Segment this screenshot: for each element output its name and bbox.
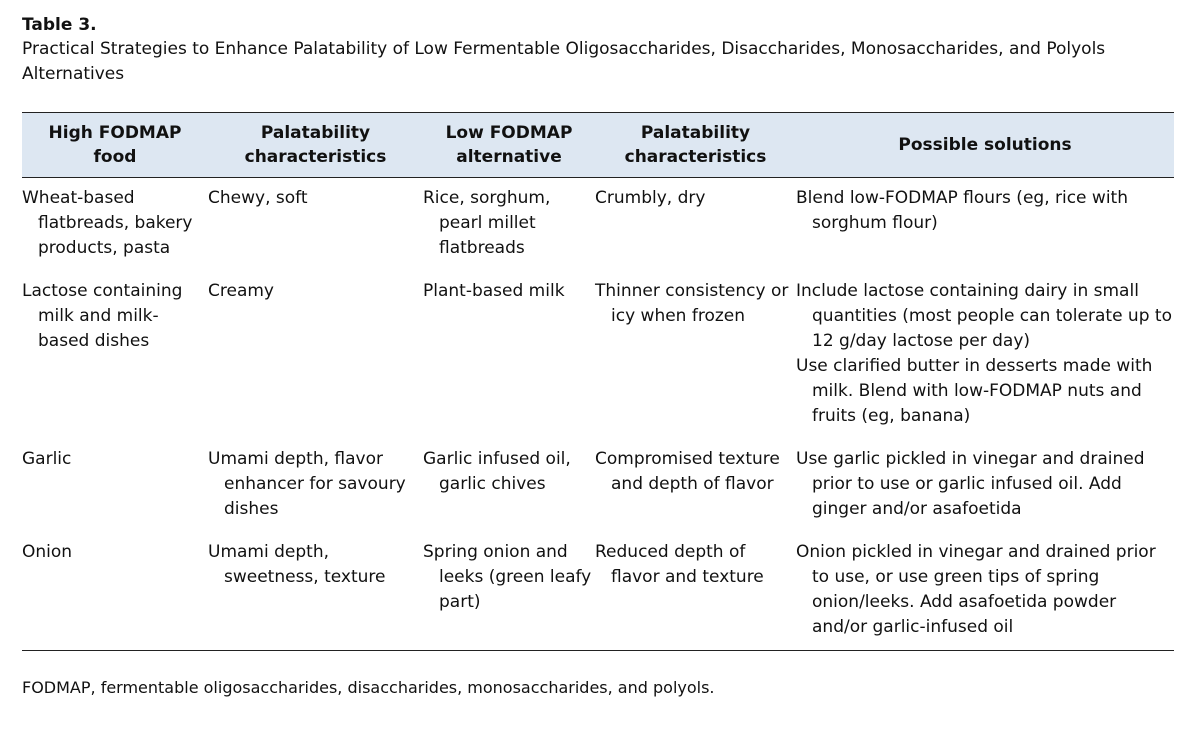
- document-page: [22, 14, 1174, 699]
- cell-low-fodmap-alternative: Garlic infused oil, garlic chives: [423, 449, 571, 494]
- cell-solutions: [796, 178, 1174, 272]
- cell-palatability-low: Thinner consistency or icy when frozen: [595, 281, 789, 326]
- solution-text: Onion pickled in vinegar and drained prior to use, or use green tips of spring onion/leeks. Add asafoetida powder and/or garlic-infused oil: [796, 542, 1156, 637]
- cell-palatability-low: Crumbly, dry: [595, 188, 706, 208]
- cell-high-fodmap-food: Onion: [22, 542, 73, 562]
- header-palatability-high: Palatability characteristics: [244, 123, 387, 167]
- cell-palatability-high: Umami depth, sweetness, texture: [208, 542, 386, 587]
- solution-text: Use garlic pickled in vinegar and drained prior to use or garlic infused oil. Add ginger and/or asafoetida: [796, 449, 1145, 519]
- cell-solutions: [796, 271, 1174, 439]
- fodmap-table: [22, 112, 1174, 651]
- solution-text: Use clarified butter in desserts made with milk. Blend with low-FODMAP nuts and fruits (eg, banana): [796, 356, 1153, 426]
- cell-high-fodmap-food: Wheat-based flatbreads, bakery products, pasta: [22, 188, 193, 258]
- solution-text: Include lactose containing dairy in small quantities (most people can tolerate up to 12 g/day lactose per day): [796, 281, 1172, 351]
- cell-palatability-low: Compromised texture and depth of flavor: [595, 449, 780, 494]
- cell-low-fodmap-alternative: Rice, sorghum, pearl millet flatbreads: [423, 188, 551, 258]
- cell-palatability-high: Umami depth, flavor enhancer for savoury dishes: [208, 449, 406, 519]
- cell-palatability-high: Chewy, soft: [208, 188, 308, 208]
- cell-solutions: [796, 439, 1174, 532]
- header-palatability-low: Palatability characteristics: [624, 123, 767, 167]
- header-low-fodmap-alternative: Low FODMAP alternative: [445, 123, 573, 167]
- cell-high-fodmap-food: Lactose containing milk and milk-based dishes: [22, 281, 183, 351]
- cell-low-fodmap-alternative: Spring onion and leeks (green leafy part): [423, 542, 592, 612]
- cell-low-fodmap-alternative: Plant-based milk: [423, 281, 565, 301]
- header-high-fodmap-food: High FODMAP food: [48, 123, 182, 167]
- cell-palatability-high: Creamy: [208, 281, 274, 301]
- table-footnote: FODMAP, fermentable oligosaccharides, disaccharides, monosaccharides, and polyols.: [22, 678, 715, 697]
- table-row: [22, 439, 1174, 532]
- cell-solutions: [796, 532, 1174, 651]
- table-label: Table 3.: [22, 15, 97, 35]
- table-row: [22, 178, 1174, 272]
- table-row: [22, 271, 1174, 439]
- header-possible-solutions: Possible solutions: [898, 135, 1072, 155]
- table-row: [22, 532, 1174, 651]
- cell-palatability-low: Reduced depth of flavor and texture: [595, 542, 764, 587]
- table-header-row: [22, 113, 1174, 178]
- table-caption: Practical Strategies to Enhance Palatability of Low Fermentable Oligosaccharides, Disaccharides, Monosaccharides, and Polyols Alternatives: [22, 39, 1106, 84]
- solution-text: Blend low-FODMAP flours (eg, rice with sorghum flour): [796, 188, 1128, 233]
- cell-high-fodmap-food: Garlic: [22, 449, 72, 469]
